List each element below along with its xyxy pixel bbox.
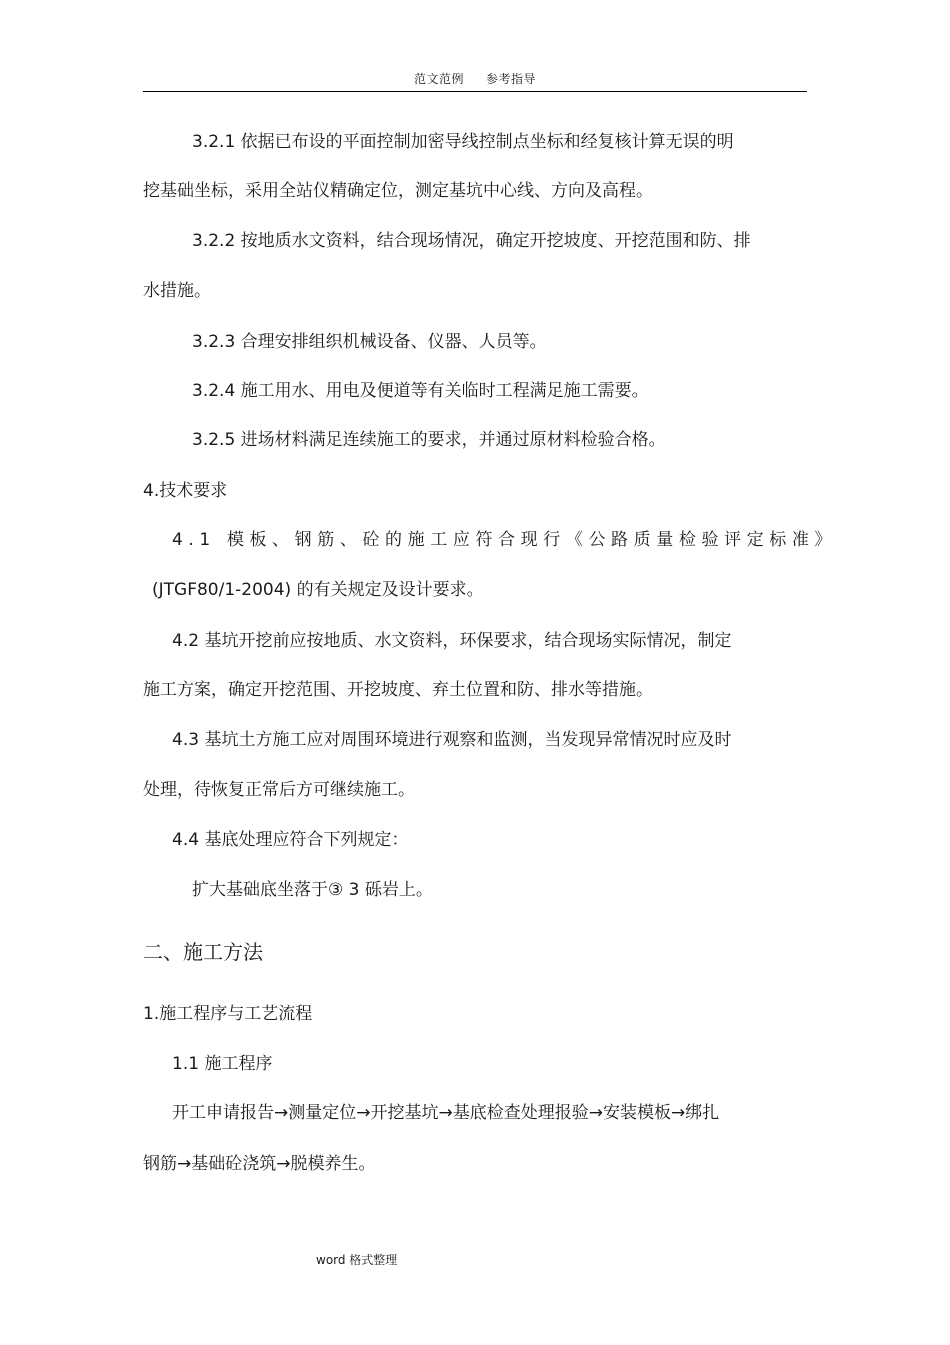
section-title-construction-method: 二、施工方法 [143, 940, 263, 964]
flow-line-1: 开工申请报告→测量定位→开挖基坑→基底检查处理报验→安装模板→绑扎 [172, 1103, 720, 1123]
paragraph-4-2-line-2: 施工方案，确定开挖范围、开挖坡度、弃土位置和防、排水等措施。 [143, 680, 653, 700]
heading-1-1-construction-procedure: 1.1 施工程序 [172, 1054, 273, 1074]
paragraph-3-2-2-line-2: 水措施。 [143, 281, 211, 301]
header-right-text: 参考指导 [486, 72, 537, 86]
paragraph-4-3-line-1: 4.3 基坑土方施工应对周围环境进行观察和监测，当发现异常情况时应及时 [172, 730, 732, 750]
paragraph-3-2-1-line-1: 3.2.1 依据已布设的平面控制加密导线控制点坐标和经复核计算无误的明 [192, 132, 734, 152]
paragraph-3-2-5: 3.2.5 进场材料满足连续施工的要求，并通过原材料检验合格。 [192, 430, 666, 450]
paragraph-3-2-4: 3.2.4 施工用水、用电及便道等有关临时工程满足施工需要。 [192, 381, 649, 401]
header-left-text: 范文范例 [413, 72, 464, 86]
heading-1-procedure-and-flow: 1.施工程序与工艺流程 [143, 1004, 313, 1024]
paragraph-4-1-line-2: (JTGF80/1-2004) 的有关规定及设计要求。 [152, 580, 484, 600]
paragraph-4-1-line-1: 4.1 模板、钢筋、砼的施工应符合现行《公路质量检验评定标准》 [172, 530, 838, 550]
flow-line-2: 钢筋→基础砼浇筑→脱模养生。 [143, 1154, 376, 1174]
paragraph-3-2-1-line-2: 挖基础坐标，采用全站仪精确定位，测定基坑中心线、方向及高程。 [143, 181, 653, 201]
paragraph-3-2-3: 3.2.3 合理安排组织机械设备、仪器、人员等。 [192, 332, 547, 352]
page-header [0, 70, 950, 87]
paragraph-3-2-2-line-1: 3.2.2 按地质水文资料，结合现场情况，确定开挖坡度、开挖范围和防、排 [192, 231, 751, 251]
paragraph-4-4-item: 扩大基础底坐落于③ 3 砾岩上。 [192, 880, 433, 900]
paragraph-4-3-line-2: 处理，待恢复正常后方可继续施工。 [143, 780, 415, 800]
heading-4-technical-requirements: 4.技术要求 [143, 481, 228, 501]
paragraph-4-4: 4.4 基底处理应符合下列规定： [172, 830, 409, 850]
paragraph-4-2-line-1: 4.2 基坑开挖前应按地质、水文资料，环保要求，结合现场实际情况，制定 [172, 631, 732, 651]
header-divider [143, 91, 807, 92]
page-footer: word 格式整理 [316, 1253, 398, 1267]
